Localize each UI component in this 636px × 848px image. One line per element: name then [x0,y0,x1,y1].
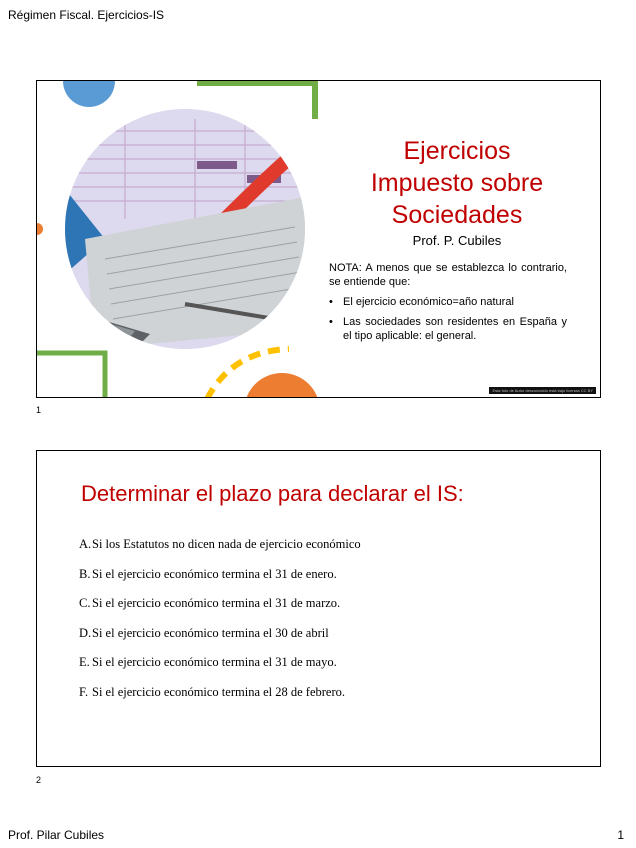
orange-bottom-circle-decoration [244,373,320,398]
question-options-list [79,537,361,715]
green-corner-decoration [37,353,105,398]
option-letter: C. [79,596,91,611]
page-header-title: Régimen Fiscal. Ejercicios-IS [8,8,165,22]
question-option [79,596,361,626]
option-text: Si el ejercicio económico termina el 31 de mayo. [92,655,337,670]
page-footer-author: Prof. Pilar Cubiles [8,828,105,842]
slide-1-bullet-list [329,295,567,349]
slide-1-author: Prof. P. Cubiles [412,233,502,248]
option-text: Si el ejercicio económico termina el 30 de abril [92,625,329,640]
option-letter: A. [79,537,92,551]
slide-number: 1 [36,405,42,415]
question-option [79,655,361,685]
question-option [79,537,361,567]
option-letter: B. [79,566,91,581]
slide-number: 2 [36,775,42,785]
orange-left-circle-decoration [37,223,43,235]
option-letter: F. [79,684,89,699]
option-letter: D. [79,625,92,640]
blue-circle-decoration [63,81,115,107]
option-text: Si el ejercicio económico termina el 31 de marzo. [92,596,341,611]
option-text: Si los Estatutos no dicen nada de ejercicio económico [92,537,361,551]
tax-form-photo [65,109,305,349]
photo-credit: Esta foto de Autor desconocido está bajo licencia CC BY [489,387,596,394]
slide-1-title-line: Ejercicios [403,137,511,165]
slide-1-title-line: Impuesto sobre [370,169,544,197]
question-option [79,685,361,715]
option-letter: E. [79,655,90,670]
slide-1 [36,80,601,398]
bullet-item: • El ejercicio económico=año natural [329,295,567,309]
bullet-item: • Las sociedades son residentes en España y el tipo aplicable: el general. [329,315,567,343]
slide-1-note: NOTA: A menos que se establezca lo contrario, se entiende que: [329,262,567,288]
slide-2-title: Determinar el plazo para declarar el IS: [81,481,464,506]
question-option [79,626,361,656]
option-text: Si el ejercicio económico termina el 28 de febrero. [92,684,346,699]
slide-1-title [337,135,577,231]
slide-2 [36,450,601,767]
slide-1-title-line: Sociedades [391,201,523,229]
question-option [79,567,361,597]
option-text: Si el ejercicio económico termina el 31 de enero. [92,566,337,581]
page-number: 1 [617,828,624,842]
